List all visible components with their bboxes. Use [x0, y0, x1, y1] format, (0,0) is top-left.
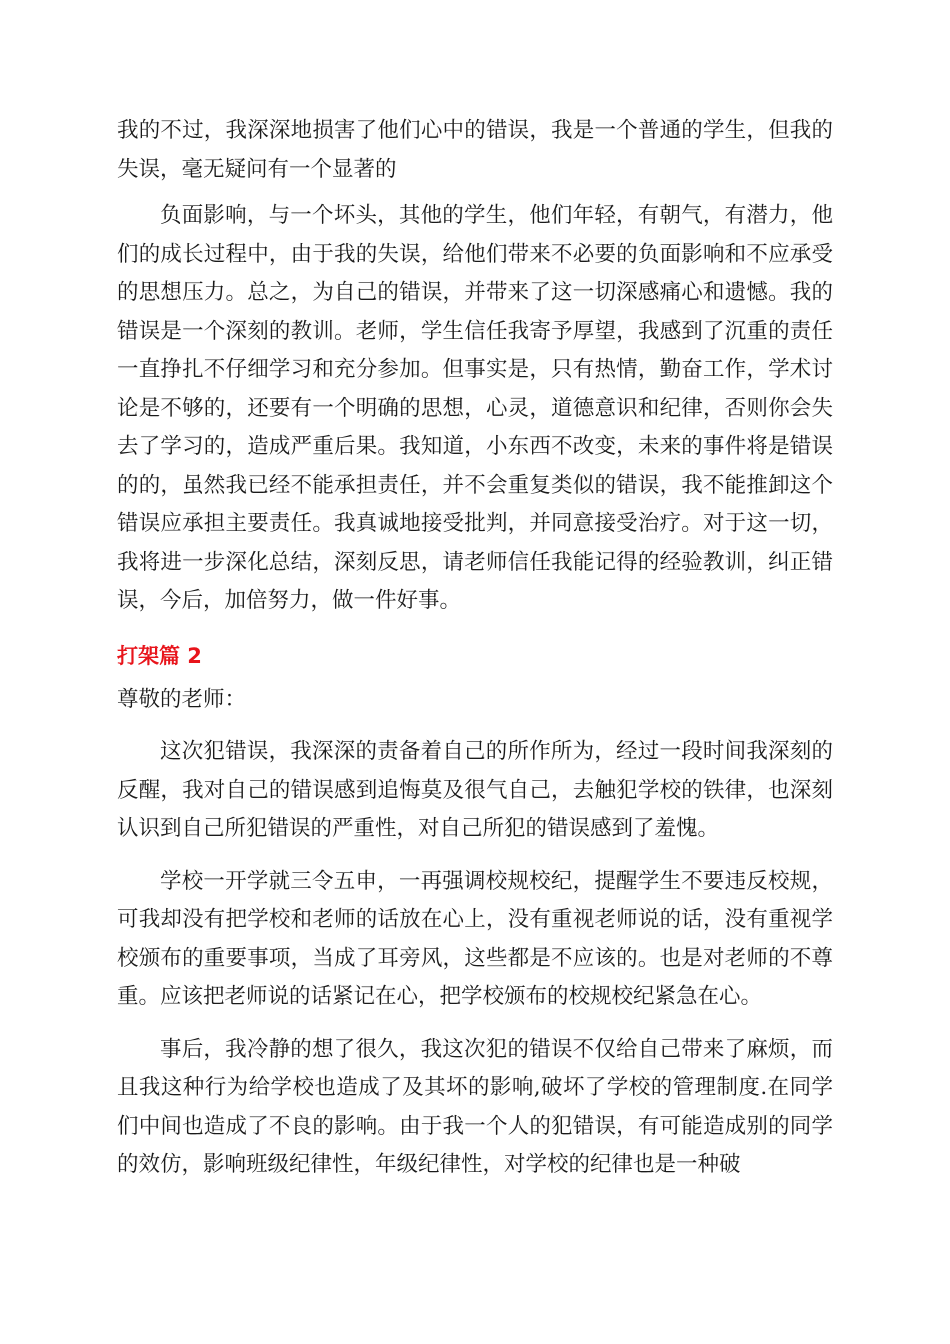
paragraph-school-rules: 学校一开学就三令五申，一再强调校规校纪，提醒学生不要违反校规，可我却没有把学校和老师的话放在心上，没有重视老师说的话，没有重视学校颁布的重要事项，当成了耳旁风，这些都是不应该的。也是对老师的不尊重。应该把老师说的话紧记在心，把学校颁布的校规校纪紧急在心。: [117, 868, 833, 1009]
document-body: [117, 112, 833, 1185]
paragraph-consequences: 负面影响，与一个坏头，其他的学生，他们年轻，有朝气，有潜力，他们的成长过程中，由于我的失误，给他们带来不必要的负面影响和不应承受的思想压力。总之，为自己的错误，并带来了这一切深感痛心和遗憾。我的错误是一个深刻的教训。老师，学生信任我寄予厚望，我感到了沉重的责任一直挣扎不仔细学习和充分参加。但事实是，只有热情，勤奋工作，学术讨论是不够的，还要有一个明确的思想，心灵，道德意识和纪律，否则你会失去了学习的，造成严重后果。我知道，小东西不改变，未来的事件将是错误的的，虽然我已经不能承担责任，并不会重复类似的错误，我不能推卸这个错误应承担主要责任。我真诚地接受批判，并同意接受治疗。对于这一切，我将进一步深化总结，深刻反思，请老师信任我能记得的经验教训，纠正错误，今后，加倍努力，做一件好事。: [117, 203, 833, 613]
paragraph-reflection: 这次犯错误，我深深的责备着自己的所作所为，经过一段时间我深刻的反醒，我对自己的错误感到追悔莫及很气自己，去触犯学校的铁律，也深刻认识到自己所犯错误的严重性，对自己所犯的错误感到了羞愧。: [117, 739, 833, 841]
paragraph-continuation: 我的不过，我深深地损害了他们心中的错误，我是一个普通的学生，但我的失误，毫无疑问有一个显著的: [117, 118, 833, 182]
section-heading: 打架篇 2: [117, 643, 202, 668]
paragraph-impact: 事后，我冷静的想了很久，我这次犯的错误不仅给自己带来了麻烦，而且我这种行为给学校也造成了及其坏的影响,破坏了学校的管理制度.在同学们中间也造成了不良的影响。由于我一个人的犯错误，有可能造成别的同学的效仿，影响班级纪律性，年级纪律性，对学校的纪律也是一种破: [117, 1036, 833, 1177]
salutation: 尊敬的老师：: [117, 686, 247, 712]
